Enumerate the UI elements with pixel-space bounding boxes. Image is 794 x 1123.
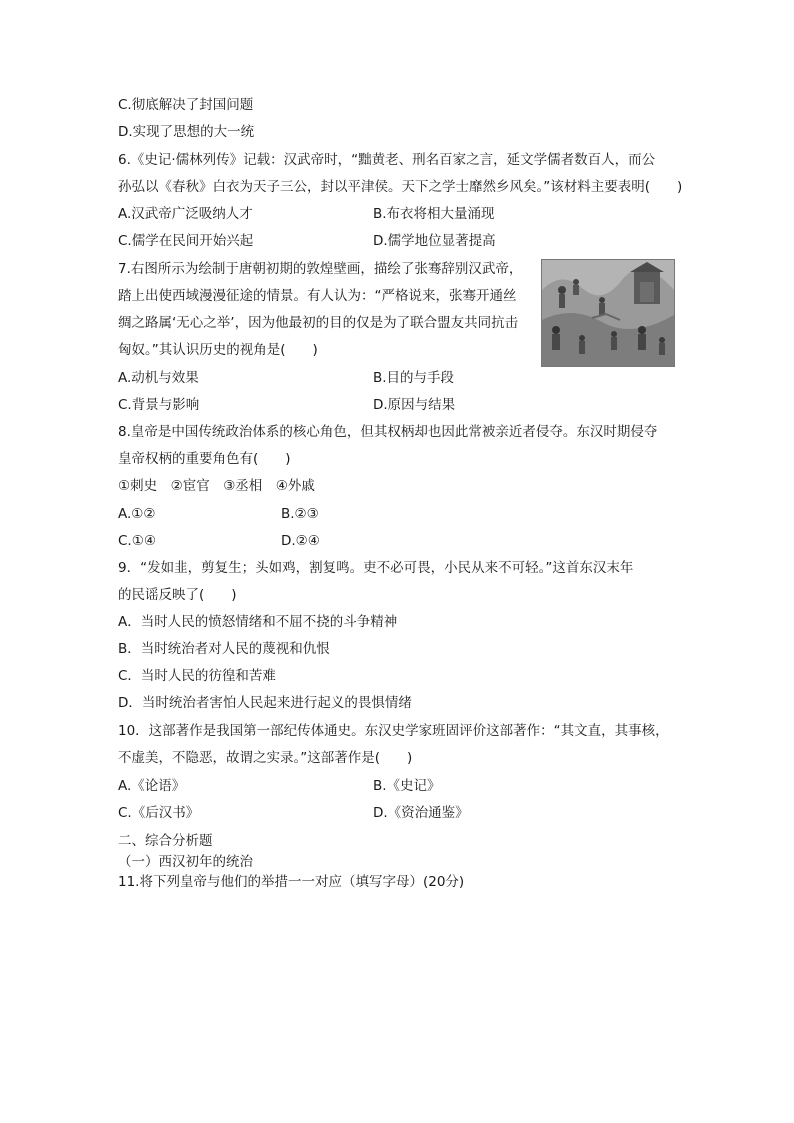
q6-option-c: C.儒学在民间开始兴起 [118,233,254,249]
q6-stem-line1: 6.《史记·儒林列传》记载：汉武帝时，“黜黄老、刑名百家之言，延文学儒者数百人，而公 [118,152,656,168]
q5-option-d: D.实现了思想的大一统 [118,124,255,140]
q10-stem-line2: 不虚美，不隐恶，故谓之实录。”这部著作是( ) [118,750,413,766]
mural-illustration [542,260,674,366]
section-heading: 二、综合分析题 [118,833,213,849]
q8-option-a: A.①② [118,506,156,522]
q8-items: ①刺史 ②宦官 ③丞相 ④外戚 [118,478,315,494]
subsection-heading: （一）西汉初年的统治 [118,854,253,870]
q7-option-d: D.原因与结果 [373,397,456,413]
q8-option-b: B.②③ [281,506,319,522]
q9-option-d: D．当时统治者害怕人民起来进行起义的畏惧情绪 [118,695,412,711]
q9-option-a: A．当时人民的愤怒情绪和不屈不挠的斗争精神 [118,614,398,630]
q6-stem-line2: 孙弘以《春秋》白衣为天子三公，封以平津侯。天下之学士靡然乡风矣。”该材料主要表明( ) [118,179,683,195]
q6-option-a: A.汉武帝广泛吸纳人才 [118,206,253,222]
q5-option-c: C.彻底解决了封国问题 [118,97,254,113]
q7-option-b: B.目的与手段 [373,370,455,386]
q10-option-b: B.《史记》 [373,778,441,794]
q7-option-a: A.动机与效果 [118,370,199,386]
dunhuang-mural-image [541,259,675,367]
q10-option-c: C.《后汉书》 [118,805,200,821]
q7-stem-line4: 匈奴。”其认识历史的视角是( ) [118,342,318,358]
q8-stem-line2: 皇帝权柄的重要角色有( ) [118,451,291,467]
q8-option-c: C.①④ [118,533,156,549]
q10-option-a: A.《论语》 [118,778,186,794]
q6-option-b: B.布衣将相大量涌现 [373,206,495,222]
q9-option-b: B．当时统治者对人民的蔑视和仇恨 [118,641,330,657]
q10-option-d: D.《资治通鉴》 [373,805,469,821]
q9-stem-line1: 9．“发如韭，剪复生；头如鸡，割复鸣。吏不必可畏，小民从来不可轻。”这首东汉末年 [118,560,634,576]
q7-option-c: C.背景与影响 [118,397,200,413]
q8-stem-line1: 8.皇帝是中国传统政治体系的核心角色，但其权柄却也因此常被亲近者侵夺。东汉时期侵夺 [118,424,658,440]
q9-option-c: C．当时人民的彷徨和苦难 [118,668,276,684]
q8-option-d: D.②④ [281,533,320,549]
q10-stem-line1: 10．这部著作是我国第一部纪传体通史。东汉史学家班固评价这部著作：“其文直，其事核， [118,723,669,739]
q9-stem-line2: 的民谣反映了( ) [118,587,237,603]
q7-stem-line2: 踏上出使西域漫漫征途的情景。有人认为：“严格说来，张骞开通丝 [118,288,517,304]
q7-stem-line1: 7.右图所示为绘制于唐朝初期的敦煌壁画，描绘了张骞辞别汉武帝， [118,261,523,277]
q6-option-d: D.儒学地位显著提高 [373,233,496,249]
q7-stem-line3: 绸之路属‘无心之举’，因为他最初的目的仅是为了联合盟友共同抗击 [118,315,519,331]
q11-stem: 11.将下列皇帝与他们的举措一一对应（填写字母）(20分) [118,874,465,890]
